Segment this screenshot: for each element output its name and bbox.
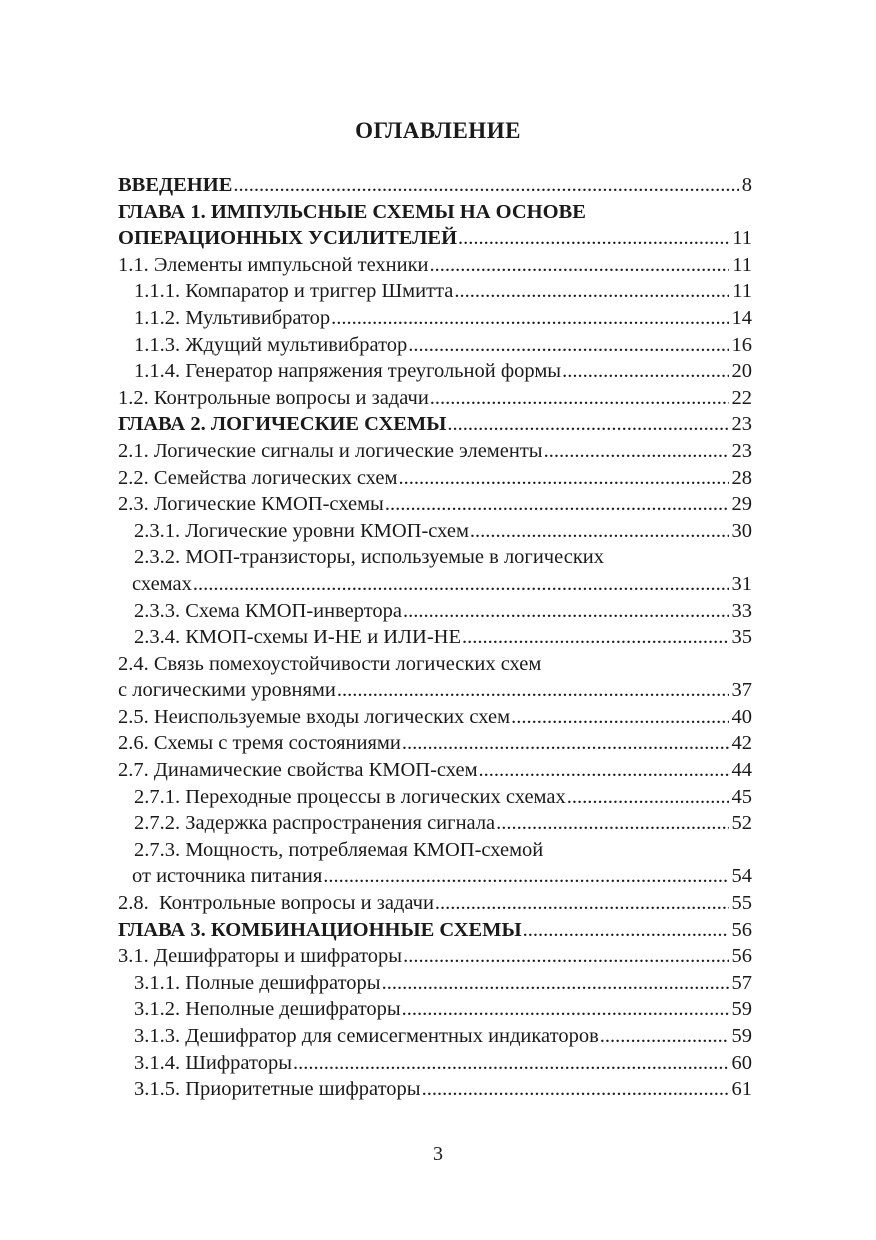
leader-dots xyxy=(543,438,729,465)
toc-entry-text: ГЛАВА 1. ИМПУЛЬСНЫЕ СХЕМЫ НА ОСНОВЕ xyxy=(118,200,586,223)
toc-entry-page: 30 xyxy=(731,519,752,542)
toc-entry-3-1[interactable] xyxy=(118,943,752,970)
toc-entry-page: 29 xyxy=(731,493,752,516)
toc-entry-1-1[interactable] xyxy=(118,252,752,279)
toc-entry-text: ОПЕРАЦИОННЫХ УСИЛИТЕЛЕЙ xyxy=(118,227,458,250)
toc-entry-3-1-3[interactable] xyxy=(118,1023,752,1050)
toc-entry-2-4[interactable] xyxy=(118,651,752,678)
toc-entry-text: 2.3.1. Логические уровни КМОП-схем xyxy=(134,519,469,542)
leader-dots xyxy=(566,784,729,811)
toc-entry-page: 8 xyxy=(741,174,752,196)
leader-dots xyxy=(192,571,729,598)
toc-entry-page: 59 xyxy=(731,1025,752,1047)
toc-entry-page: 40 xyxy=(731,705,752,728)
toc-entry-2-7-2[interactable] xyxy=(118,810,752,837)
toc-entry-chapter-1[interactable] xyxy=(118,199,752,226)
toc-entry-text: 2.3.3. Схема КМОП-инвертора xyxy=(134,599,403,622)
leader-dots xyxy=(232,172,738,199)
toc-entry-page: 11 xyxy=(732,253,752,276)
leader-dots xyxy=(446,411,728,438)
toc-entry-page: 44 xyxy=(731,759,752,782)
toc-entry-1-1-1[interactable] xyxy=(118,278,752,305)
leader-dots xyxy=(397,465,728,492)
toc-entry-text: 1.1.1. Компаратор и триггер Шмитта xyxy=(134,280,454,303)
toc-entry-2-3-1[interactable] xyxy=(118,518,752,545)
toc-entry-page: 23 xyxy=(731,413,752,436)
leader-dots xyxy=(401,996,729,1023)
toc-entry-page: 16 xyxy=(731,333,752,356)
leader-dots xyxy=(384,491,729,518)
toc-entry-text: 2.4. Связь помехоустойчивости логических схем xyxy=(118,652,542,675)
toc-entry-text: 1.1.4. Генератор напряжения треугольной формы xyxy=(134,360,562,383)
toc-entry-2-6[interactable] xyxy=(118,730,752,757)
toc-entry-3-1-2[interactable] xyxy=(118,996,752,1023)
page-title: ОГЛАВЛЕНИЕ xyxy=(355,118,521,143)
toc-entry-page: 56 xyxy=(731,945,752,968)
toc-entry-chapter-1-cont[interactable] xyxy=(118,225,752,252)
leader-dots xyxy=(457,225,729,252)
table-of-contents xyxy=(118,172,752,1103)
leader-dots xyxy=(586,199,749,226)
leader-dots xyxy=(381,970,729,997)
leader-dots xyxy=(541,651,749,678)
toc-entry-text: ВВЕДЕНИЕ xyxy=(118,174,233,196)
toc-entry-2-3[interactable] xyxy=(118,491,752,518)
toc-entry-intro[interactable] xyxy=(118,172,752,199)
page-number: 3 xyxy=(433,1143,443,1165)
leader-dots xyxy=(407,332,728,359)
toc-entry-text: 1.1. Элементы импульсной техники xyxy=(118,253,429,276)
toc-entry-2-7-1[interactable] xyxy=(118,784,752,811)
toc-entry-page: 52 xyxy=(731,812,752,835)
toc-entry-2-3-2-cont[interactable] xyxy=(118,571,752,598)
toc-entry-text: 3.1.5. Приоритетные шифраторы xyxy=(134,1078,421,1101)
toc-entry-text: 2.7.1. Переходные процессы в логических схемах xyxy=(134,785,566,808)
leader-dots xyxy=(429,385,729,412)
toc-entry-text: схемах xyxy=(132,572,192,595)
leader-dots xyxy=(510,704,728,731)
toc-entry-page: 45 xyxy=(731,785,752,808)
toc-entry-2-3-4[interactable] xyxy=(118,624,752,651)
toc-entry-text: 1.1.2. Мультивибратор xyxy=(134,306,331,329)
toc-entry-2-1[interactable] xyxy=(118,438,752,465)
leader-dots xyxy=(543,837,749,864)
toc-entry-page: 20 xyxy=(731,360,752,383)
toc-entry-page xyxy=(749,544,752,571)
toc-entry-1-1-2[interactable] xyxy=(118,305,752,332)
toc-entry-page: 28 xyxy=(731,466,752,489)
toc-entry-page: 55 xyxy=(731,892,752,915)
leader-dots xyxy=(336,677,729,704)
toc-entry-page: 14 xyxy=(731,306,752,329)
toc-entry-1-1-3[interactable] xyxy=(118,332,752,359)
toc-entry-page: 61 xyxy=(731,1078,752,1101)
leader-dots xyxy=(292,1050,729,1077)
toc-entry-2-7[interactable] xyxy=(118,757,752,784)
toc-entry-page xyxy=(749,837,752,864)
toc-entry-text: 2.6. Схемы с тремя состояниями xyxy=(118,732,401,755)
toc-entry-3-1-4[interactable] xyxy=(118,1050,752,1077)
toc-entry-chapter-3[interactable] xyxy=(118,917,752,944)
toc-entry-text: 2.3. Логические КМОП-схемы xyxy=(118,493,384,516)
leader-dots xyxy=(322,863,728,890)
leader-dots xyxy=(402,943,728,970)
toc-entry-page: 37 xyxy=(731,679,752,702)
toc-entry-text: ГЛАВА 2. ЛОГИЧЕСКИЕ СХЕМЫ xyxy=(118,413,447,436)
toc-entry-text: от источника питания xyxy=(132,865,323,888)
leader-dots xyxy=(461,624,729,651)
toc-entry-text: 2.7.2. Задержка распространения сигнала xyxy=(134,812,496,835)
leader-dots xyxy=(561,358,728,385)
toc-entry-text: 2.7. Динамические свойства КМОП-схем xyxy=(118,759,478,782)
leader-dots xyxy=(401,730,729,757)
toc-entry-page xyxy=(749,199,752,226)
toc-entry-page: 11 xyxy=(732,227,752,250)
toc-entry-page: 35 xyxy=(731,626,752,649)
leader-dots xyxy=(402,598,728,625)
toc-entry-text: 2.7.3. Мощность, потребляемая КМОП-схемой xyxy=(134,838,544,861)
toc-entry-1-1-4[interactable] xyxy=(118,358,752,385)
toc-entry-page xyxy=(749,651,752,678)
toc-entry-page: 31 xyxy=(731,572,752,595)
toc-entry-text: 2.5. Неиспользуемые входы логических схем xyxy=(118,705,511,728)
toc-entry-text: 2.1. Логические сигналы и логические элементы xyxy=(118,439,543,462)
leader-dots xyxy=(469,518,729,545)
toc-entry-2-3-3[interactable] xyxy=(118,598,752,625)
toc-entry-2-7-3[interactable] xyxy=(118,837,752,864)
leader-dots xyxy=(478,757,729,784)
toc-entry-page: 42 xyxy=(731,732,752,755)
toc-entry-text: 2.3.2. МОП-транзисторы, используемые в логических xyxy=(134,546,604,569)
toc-entry-text: 3.1.1. Полные дешифраторы xyxy=(134,971,381,994)
leader-dots xyxy=(522,917,729,944)
toc-entry-page: 22 xyxy=(731,386,752,409)
leader-dots xyxy=(495,810,728,837)
toc-entry-text: 3.1.2. Неполные дешифраторы xyxy=(134,998,401,1021)
toc-entry-page: 59 xyxy=(731,998,752,1021)
toc-entry-page: 57 xyxy=(731,971,752,994)
toc-entry-chapter-2[interactable] xyxy=(118,411,752,438)
toc-entry-text: ГЛАВА 3. КОМБИНАЦИОННЫЕ СХЕМЫ xyxy=(118,918,522,941)
toc-entry-3-1-5[interactable] xyxy=(118,1076,752,1103)
leader-dots xyxy=(429,252,730,279)
leader-dots xyxy=(453,278,729,305)
leader-dots xyxy=(421,1076,729,1103)
toc-entry-2-2[interactable] xyxy=(118,465,752,492)
toc-entry-text: 2.2. Семейства логических схем xyxy=(118,466,398,489)
toc-entry-2-3-2[interactable] xyxy=(118,544,752,571)
leader-dots xyxy=(599,1023,729,1050)
toc-entry-text: 3.1. Дешифраторы и шифраторы xyxy=(118,945,403,968)
toc-entry-page: 11 xyxy=(732,280,752,303)
toc-entry-page: 23 xyxy=(731,439,752,462)
toc-entry-text: с логическими уровнями xyxy=(118,679,336,702)
toc-entry-page: 56 xyxy=(731,918,752,941)
toc-entry-3-1-1[interactable] xyxy=(118,970,752,997)
toc-entry-2-8[interactable] xyxy=(118,890,752,917)
leader-dots xyxy=(604,544,749,571)
toc-entry-page: 54 xyxy=(731,865,752,888)
leader-dots xyxy=(330,305,728,332)
toc-entry-1-2[interactable] xyxy=(118,385,752,412)
toc-entry-text: 3.1.4. Шифраторы xyxy=(134,1051,292,1074)
toc-entry-page: 60 xyxy=(731,1051,752,1074)
toc-entry-text: 2.8. Контрольные вопросы и задачи xyxy=(118,892,434,915)
toc-entry-2-4-cont[interactable] xyxy=(118,677,752,704)
toc-entry-text: 2.3.4. КМОП-схемы И-НЕ и ИЛИ-НЕ xyxy=(134,626,461,649)
toc-entry-text: 3.1.3. Дешифратор для семисегментных индикаторов xyxy=(134,1025,599,1047)
leader-dots xyxy=(434,890,729,917)
toc-entry-2-7-3-cont[interactable] xyxy=(118,863,752,890)
toc-entry-2-5[interactable] xyxy=(118,704,752,731)
toc-entry-text: 1.1.3. Ждущий мультивибратор xyxy=(134,333,408,356)
toc-entry-page: 33 xyxy=(731,599,752,622)
toc-entry-text: 1.2. Контрольные вопросы и задачи xyxy=(118,386,429,409)
